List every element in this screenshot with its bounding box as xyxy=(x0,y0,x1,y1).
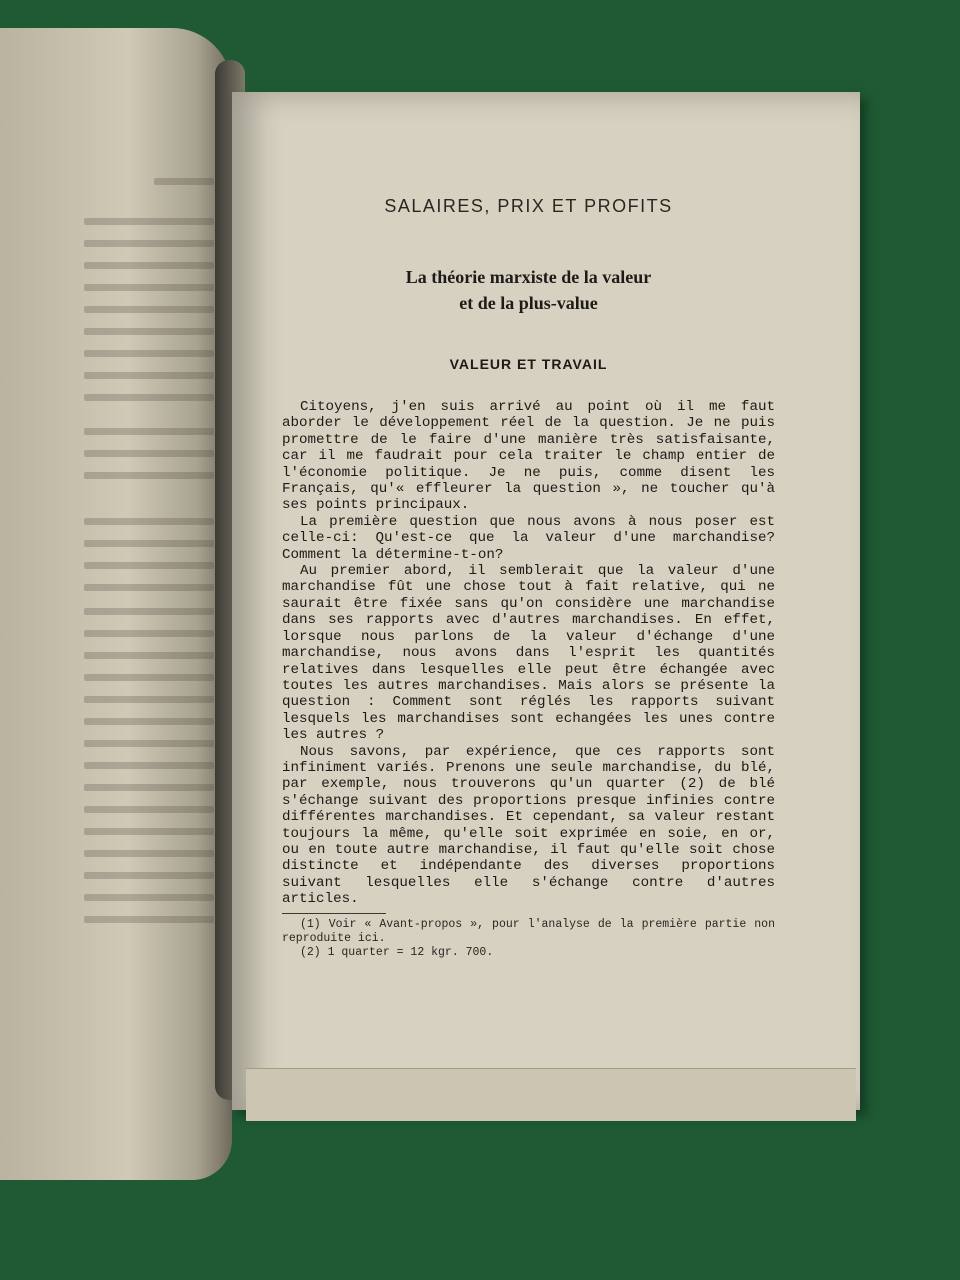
bleed-through-line xyxy=(84,584,214,591)
bleed-through-line xyxy=(84,394,214,401)
body-text xyxy=(282,399,775,908)
bleed-through-line xyxy=(84,850,214,857)
bleed-through-line xyxy=(84,350,214,357)
bleed-through-line xyxy=(84,472,214,479)
footnote: (1) Voir « Avant-propos », pour l'analyse de la première partie non reproduite ici. xyxy=(282,918,775,945)
bleed-through-line xyxy=(84,540,214,547)
left-page xyxy=(0,28,232,1180)
bleed-through-line xyxy=(84,828,214,835)
bleed-through-line xyxy=(84,762,214,769)
bleed-through-line xyxy=(84,328,214,335)
subtitle-line: et de la plus-value xyxy=(459,293,598,313)
bleed-through-line xyxy=(84,630,214,637)
subtitle-line: La théorie marxiste de la valeur xyxy=(405,267,652,287)
bleed-through-line xyxy=(84,894,214,901)
chapter-subtitle xyxy=(282,264,775,316)
bleed-through-line xyxy=(84,784,214,791)
footnotes xyxy=(282,918,775,960)
bleed-through-line xyxy=(84,262,214,269)
bleed-through-line xyxy=(84,652,214,659)
bleed-through-line xyxy=(84,916,214,923)
bleed-through-line xyxy=(84,674,214,681)
bleed-through-line xyxy=(84,306,214,313)
bleed-through-line xyxy=(84,240,214,247)
paragraph: Citoyens, j'en suis arrivé au point où il me faut aborder le développement réel de la question. Je ne puis promettre de le faire d'une manière très satisfaisante, car il me faudrait pour cela traiter le champ entier de l'économie politique. Je ne puis, comme disent les Français, qu'« effleurer la question », ne toucher qu'à ses points principaux. xyxy=(282,399,775,514)
bleed-through-line xyxy=(84,518,214,525)
bleed-through-line xyxy=(84,806,214,813)
bleed-through-line xyxy=(84,450,214,457)
bleed-through-line xyxy=(84,696,214,703)
paragraph: Au premier abord, il semblerait que la valeur d'une marchandise fût une chose tout à fait relative, qui ne saurait être fixée sans qu'on considère une marchandise dans ses rapports avec d'autres marchandises. En effet, lorsque nous parlons de la valeur d'échange d'une marchandise, nous avons dans l'esprit les quantités relatives dans lesquelles elle peut être échangée avec toutes les autres marchandises. Mais alors se présente la question : Comment sont réglés les rapports suivant lesquels les marchandises sont echangées les unes contre les autres ? xyxy=(282,563,775,744)
bleed-through-line xyxy=(84,608,214,615)
bleed-through-line xyxy=(154,178,214,185)
bleed-through-line xyxy=(84,372,214,379)
footnote: (2) 1 quarter = 12 kgr. 700. xyxy=(300,946,494,959)
bleed-through-line xyxy=(84,218,214,225)
bleed-through-line xyxy=(84,872,214,879)
paragraph: Nous savons, par expérience, que ces rapports sont infiniment variés. Prenons une seule marchandise, du blé, par exemple, nous trouverons qu'un quarter (2) de blé s'échange suivant des proportions presque infinies contre différentes marchandises. Et cependant, sa valeur restant toujours la même, qu'elle soit exprimée en soie, en or, ou en toute autre marchandise, il faut qu'elle soit chose distincte et indépendante des diverses proportions suivant lesquelles elle s'échange contre d'autres articles. xyxy=(282,743,775,908)
bleed-through-line xyxy=(84,428,214,435)
footnote-divider xyxy=(282,913,386,914)
paragraph: La première question que nous avons à nous poser est celle-ci: Qu'est-ce que la valeur d'une marchandise? Comment la détermine-t-on? xyxy=(282,513,775,563)
bleed-through-line xyxy=(84,740,214,747)
page-title: SALAIRES, PRIX ET PROFITS xyxy=(384,196,673,216)
section-heading: VALEUR ET TRAVAIL xyxy=(449,356,608,372)
bleed-through-line xyxy=(84,562,214,569)
bleed-through-line xyxy=(84,284,214,291)
bleed-through-line xyxy=(84,718,214,725)
page-stack-edge xyxy=(246,1068,856,1121)
right-page xyxy=(232,92,860,1110)
